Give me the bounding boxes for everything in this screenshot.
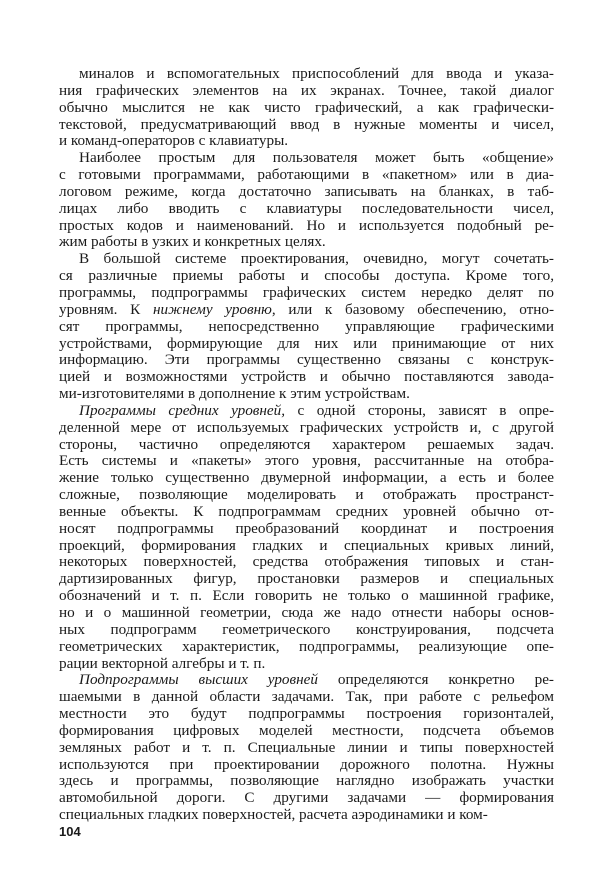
text-line: сложные, позволяющие моделировать и отображать пространст-	[59, 487, 554, 504]
text-line: простых кодов и наименований. Но и используется подобный ре-	[59, 217, 554, 234]
text-line	[59, 403, 554, 420]
text-line	[59, 672, 554, 689]
text-line: Есть системы и «пакеты» этого уровня, рассчитанные на отобра-	[59, 453, 554, 470]
text-line: ся различные приемы работы и способы доступа. Кроме того,	[59, 268, 554, 285]
text-line: текстовой, предусматривающий ввод в нужные моменты и чисел,	[59, 116, 554, 133]
text-line: сят программы, непосредственно управляющие графическими	[59, 318, 554, 335]
text-line: автомобильной дороги. С другими задачами — формирования	[59, 790, 554, 807]
italic-term: Программы средних уровней,	[79, 402, 286, 419]
text-line: жение только существенно двумерной информации, а есть и более	[59, 470, 554, 487]
text-line: носят подпрограммы преобразований координат и построения	[59, 520, 554, 537]
text-line: местности это будут подпрограммы построения горизонталей,	[59, 706, 554, 723]
text-line: некоторых поверхностей, средства отображения типовых и стан-	[59, 554, 554, 571]
text-line: используются при проектировании дорожного полотна. Нужны	[59, 756, 554, 773]
text-line: шаемыми в данной области задачами. Так, при работе с рельефом	[59, 689, 554, 706]
text-line: Наиболее простым для пользователя может быть «общение»	[79, 150, 554, 167]
text-run: уровням. К	[59, 301, 154, 318]
text-line: геометрических характеристик, подпрограммы, реализующие опе-	[59, 638, 554, 655]
page-number: 104	[59, 824, 81, 839]
text-line: земляных работ и т. п. Специальные линии и типы поверхностей	[59, 739, 554, 756]
text-line: ных подпрограмм геометрического конструирования, подсчета	[59, 621, 554, 638]
text-line: проекций, формирования гладких и специальных кривых линий,	[59, 537, 554, 554]
text-line: специальных гладких поверхностей, расчета аэродинамики и ком-	[59, 806, 488, 824]
paragraph	[59, 403, 554, 673]
text-line: устройствами, формирующие для них или принимающие от них	[59, 335, 554, 352]
paragraph	[59, 150, 554, 251]
italic-term: нижнему уровню	[153, 301, 272, 318]
italic-term: Подпрограммы высших уровней	[79, 672, 318, 689]
text-line: но и о машинной геометрии, сюда же надо отнести наборы основ-	[59, 605, 554, 621]
text-line: ния графических элементов на их экранах. Точнее, такой диалог	[59, 82, 554, 99]
text-line: информацию. Эти программы существенно связаны с конструк-	[59, 352, 554, 369]
page-body	[59, 66, 554, 824]
text-line	[59, 302, 554, 319]
text-line: рации векторной алгебры и т. п.	[59, 654, 266, 672]
text-run: с одной стороны, зависят в опре-	[285, 402, 554, 419]
text-line: формирования цифровых моделей местности, подсчета объемов	[59, 722, 554, 739]
text-line: ми-изготовителями в дополнение к этим устройствам.	[59, 385, 410, 403]
text-line: В большой системе проектирования, очевидно, могут сочетать-	[79, 251, 554, 268]
paragraph	[59, 672, 554, 824]
text-run: определяются конкретно ре-	[317, 672, 554, 689]
text-line: обозначений и т. п. Если говорить не только о машинной графике,	[59, 588, 554, 605]
paragraph	[59, 251, 554, 403]
text-line: и команд-операторов с клавиатуры.	[59, 132, 289, 150]
paragraph	[59, 66, 554, 150]
text-line: лицах либо вводить с клавиатуры последовательности чисел,	[59, 200, 554, 217]
text-line: логовом режиме, когда достаточно записывать на бланках, в таб-	[59, 183, 554, 200]
text-line: программы, подпрограммы графических систем нередко делят по	[59, 284, 554, 301]
text-line: стороны, частично определяются характером решаемых задач.	[59, 436, 554, 453]
text-line: венные объекты. К подпрограммам средних уровней обычно от-	[59, 503, 554, 520]
text-line: деленной мере от используемых графических устройств и, с другой	[59, 419, 554, 436]
text-line: с готовыми программами, работающими в «пакетном» или в диа-	[59, 167, 554, 184]
text-line: здесь и программы, позволяющие наглядно изображать участки	[59, 773, 554, 790]
text-line: миналов и вспомогательных приспособлений для ввода и указа-	[79, 66, 554, 82]
text-line: обычно мыслится не как чисто графический, а как графически-	[59, 99, 554, 116]
text-line: дартизированных фигур, простановки размеров и специальных	[59, 571, 554, 588]
text-line: жим работы в узких и конкретных целях.	[59, 233, 326, 251]
text-line: цией и возможностями устройств и обычно поставляются завода-	[59, 369, 554, 386]
text-run: , или к базовому обеспечению, отно-	[271, 301, 554, 318]
